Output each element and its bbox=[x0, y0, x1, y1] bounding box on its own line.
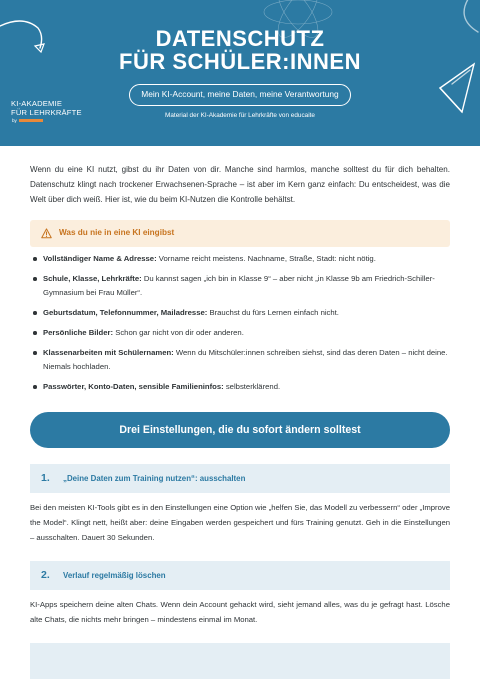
step-number: 2. bbox=[41, 569, 50, 581]
list-item-term: Passwörter, Konto-Daten, sensible Familieninfos: bbox=[43, 382, 224, 392]
list-item bbox=[30, 380, 450, 394]
list-item bbox=[30, 306, 450, 320]
list-item-text: Vorname reicht meistens. Nachname, Straße, Stadt: nicht nötig. bbox=[156, 254, 376, 263]
warning-box bbox=[30, 220, 450, 247]
step-header-1 bbox=[30, 464, 450, 493]
list-item-text: Schon gar nicht von dir oder anderen. bbox=[113, 328, 244, 338]
intro-paragraph: Wenn du eine KI nutzt, gibst du ihr Daten von dir. Manche sind harmlos, manche solltest du für dich behalten. Datenschutz klingt nach trockener Erwachsenen-Sprache – ist aber im Kern ganz einfach: Du entscheidest, was die Welt über dich weiß. Hier ist, wie du beim KI-Nutzen die Kontrolle behältst. bbox=[30, 165, 450, 205]
settings-banner: Drei Einstellungen, die du sofort ändern solltest bbox=[30, 412, 450, 448]
list-item-term: Persönliche Bilder: bbox=[43, 328, 114, 338]
list-item-text: Wenn du Mitschüler:innen schreiben siehst, sind das deren Daten – nicht deine. Niemals hochladen. bbox=[43, 348, 448, 372]
step-header-3 bbox=[30, 643, 450, 679]
list-item-text: Du kannst sagen „ich bin in Klasse 9“ – aber nicht „in Klasse 9b am Friedrich-Schiller-Gymnasium bei Frau Müller“. bbox=[43, 274, 435, 298]
list-item-text: Brauchst du fürs Lernen einfach nicht. bbox=[207, 308, 339, 318]
step-text-1: Bei den meisten KI-Tools gibt es in den Einstellungen eine Option wie „helfen Sie, das Modell zu verbessern“ oder „Improve the Model“. Klingt nett, heißt aber: deine Eingaben werden gespeichert und fürs Training genutzt. Geh in die Einstellungen – ausschalten. Dauert 30 Sekunden. bbox=[30, 503, 450, 542]
header-banner bbox=[0, 0, 480, 146]
logo-by-text: by bbox=[12, 118, 17, 123]
page-title-line1: DATENSCHUTZ bbox=[155, 26, 325, 51]
step-header-2 bbox=[30, 561, 450, 590]
list-item-term: Schule, Klasse, Lehrkräfte: bbox=[43, 274, 142, 283]
logo-line2: FÜR LEHRKRÄFTE bbox=[11, 108, 82, 117]
warning-title: Was du nie in eine KI eingibst bbox=[59, 228, 175, 237]
step-number: 1. bbox=[41, 472, 50, 484]
logo-by bbox=[12, 118, 43, 123]
logo-line1: KI-AKADEMIE bbox=[11, 99, 63, 108]
step-text-2: KI-Apps speichern deine alten Chats. Wenn dein Account gehackt wird, sieht jemand alles, was du je gefragt hast. Lösche alte Chats, die nichts mehr bringen – mindestens einmal im Monat. bbox=[30, 600, 450, 624]
material-credit: Material der KI-Akademie für Lehrkräfte von educaite bbox=[165, 112, 315, 119]
page-title-line2: FÜR SCHÜLER:INNEN bbox=[119, 49, 361, 74]
step-title: „Deine Daten zum Training nutzen“: ausschalten bbox=[63, 474, 246, 483]
warning-icon bbox=[41, 228, 52, 239]
never-share-list bbox=[30, 252, 450, 400]
tagline-pill: Mein KI-Account, meine Daten, meine Verantwortung bbox=[129, 84, 351, 106]
step-title: Verlauf regelmäßig löschen bbox=[63, 571, 166, 580]
list-item bbox=[30, 252, 450, 266]
list-item-term: Geburtsdatum, Telefonnummer, Mailadresse: bbox=[43, 308, 208, 318]
list-item-text: selbsterklärend. bbox=[223, 382, 281, 392]
list-item bbox=[30, 346, 450, 374]
list-item bbox=[30, 326, 450, 340]
logo bbox=[11, 99, 82, 123]
list-item-term: Klassenarbeiten mit Schülernamen: bbox=[43, 348, 174, 358]
list-item-term: Vollständiger Name & Adresse: bbox=[43, 254, 157, 263]
logo-brand-mark bbox=[19, 119, 43, 122]
list-item bbox=[30, 272, 450, 300]
